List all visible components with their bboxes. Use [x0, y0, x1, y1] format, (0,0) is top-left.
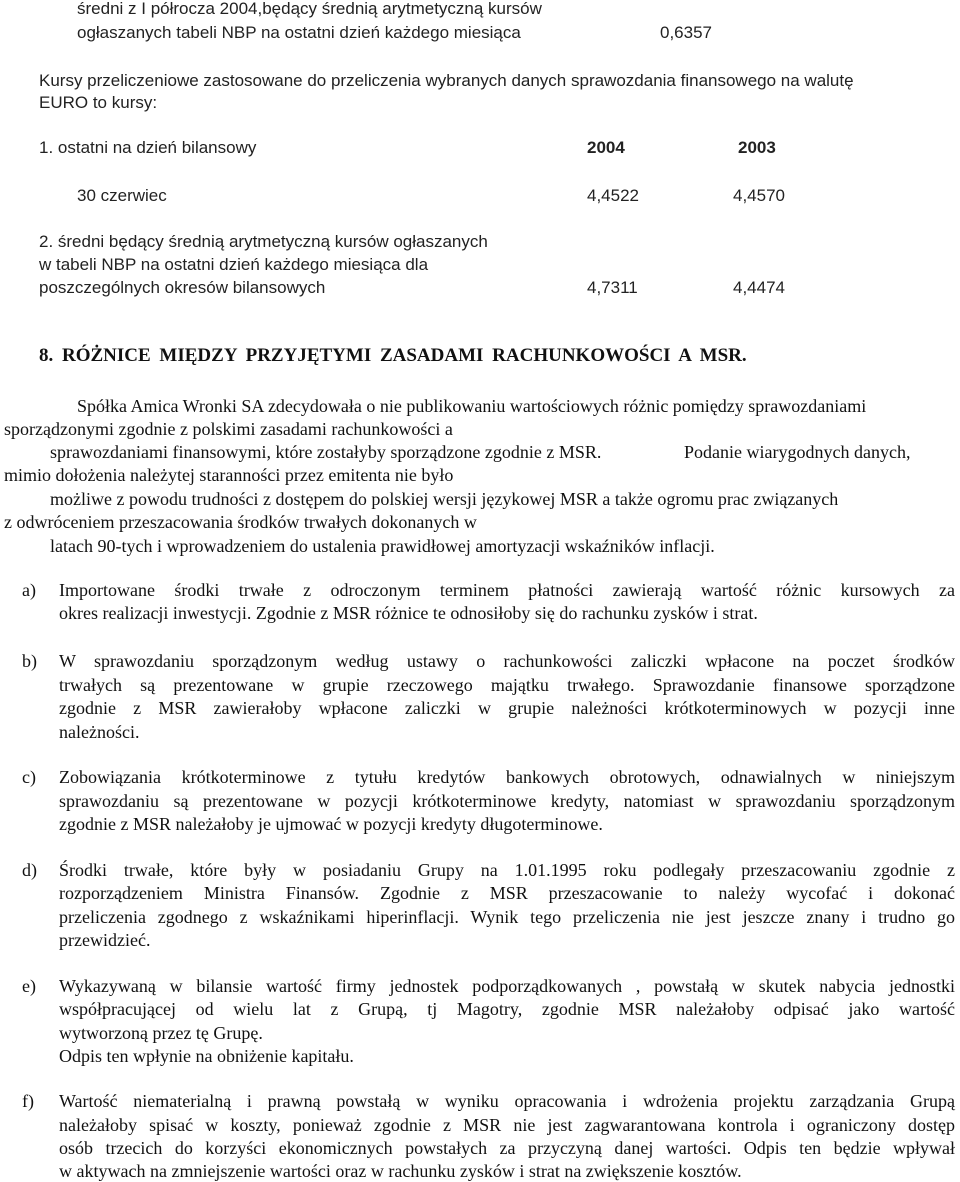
- rates-row3-line-2: w tabeli NBP na ostatni dzień każdego miesiąca dla: [39, 255, 429, 274]
- item-e-line-1: Wykazywaną w bilansie wartość firmy jednostek podporządkowanych , powstałą w skutek nabycia jednostki: [59, 976, 955, 996]
- item-e-line-3: wytworzoną przez tę Grupę.: [59, 1023, 263, 1043]
- rates-intro-line-2: EURO to kursy:: [39, 93, 158, 112]
- intro-line-2: sporządzonymi zgodnie z polskimi zasadami rachunkowości a: [4, 419, 453, 439]
- item-b-line-3: zgodnie z MSR zawierałoby wpłacone zaliczki w grupie należności krótkoterminowych w pozycji inne: [59, 698, 955, 718]
- top-line-2: ogłaszanych tabeli NBP na ostatni dzień każdego miesiąca: [77, 23, 521, 42]
- intro-line-4: mimio dołożenia należytej staranności przez emitenta nie było: [4, 465, 454, 485]
- item-f-marker: f): [22, 1091, 34, 1111]
- item-f-line-2: należałoby spisać w koszty, ponieważ zgodnie z MSR nie jest zagwarantowana kontrola i ograniczony dostęp: [59, 1115, 955, 1135]
- item-f-line-1: Wartość niematerialną i prawną powstałą w wyniku opracowania i wdrożenia projektu zarządzania Grupą: [59, 1091, 955, 1111]
- rates-row1-label: 1. ostatni na dzień bilansowy: [39, 138, 257, 157]
- item-d-line-2: rozporządzeniem Ministra Finansów. Zgodnie z MSR przeszacowanie to należy wycofać i dokonać: [59, 883, 955, 903]
- rates-row2-2004: 4,4522: [587, 186, 639, 205]
- item-a-line-2: okres realizacji inwestycji. Zgodnie z MSR różnice te odnosiłoby się do rachunku zysków i strat.: [59, 603, 758, 623]
- top-line-2-value: 0,6357: [660, 23, 712, 42]
- item-f-line-3: osób trzecich do korzyści ekonomicznych powstałych za przyczyną danej wartości. Odpis ten będzie wpływał: [59, 1138, 955, 1158]
- intro-line-6: z odwróceniem przeszacowania środków trwałych dokonanych w: [4, 512, 477, 532]
- item-a-marker: a): [22, 580, 36, 600]
- rates-row3-2004: 4,7311: [587, 278, 638, 297]
- intro-line-1: Spółka Amica Wronki SA zdecydowała o nie publikowaniu wartościowych różnic pomiędzy sprawozdaniami: [77, 396, 867, 416]
- intro-line-7: latach 90-tych i wprowadzeniem do ustalenia prawidłowej amortyzacji wskaźników inflacji.: [50, 536, 715, 556]
- item-e-line-2: współpracującej od wielu lat z Grupą, tj Magotry, zgodnie MSR należałoby odpisać jako wartość: [59, 999, 955, 1019]
- item-a-line-1: Importowane środki trwałe z odroczonym terminem płatności zawierają wartość różnic kursowych za: [59, 580, 955, 600]
- item-b-line-2: trwałych są prezentowane w grupie rzeczowego majątku trwałego. Sprawozdanie finansowe sporządzone: [59, 675, 955, 695]
- intro-line-3a: sprawozdaniami finansowymi, które zostałyby sporządzone zgodnie z MSR.: [50, 442, 602, 462]
- rates-year-2004: 2004: [587, 138, 625, 157]
- rates-row3-line-3: poszczególnych okresów bilansowych: [39, 278, 326, 297]
- item-c-line-1: Zobowiązania krótkoterminowe z tytułu kredytów bankowych obrotowych, odnawialnych w niniejszym: [59, 767, 955, 787]
- item-e-marker: e): [22, 976, 36, 996]
- rates-row3-2003: 4,4474: [733, 278, 785, 297]
- rates-row2-2003: 4,4570: [733, 186, 785, 205]
- top-line-1: średni z I półrocza 2004,będący średnią arytmetyczną kursów: [77, 0, 542, 18]
- rates-intro-line-1: Kursy przeliczeniowe zastosowane do przeliczenia wybranych danych sprawozdania finansowego na walutę: [39, 71, 854, 90]
- item-f-line-4: w aktywach na zmniejszenie wartości oraz w rachunku zysków i strat na zwiększenie kosztów.: [59, 1161, 742, 1181]
- item-d-marker: d): [22, 860, 37, 880]
- section-heading: 8. RÓŻNICE MIĘDZY PRZYJĘTYMI ZASADAMI RACHUNKOWOŚCI A MSR.: [39, 345, 747, 366]
- item-d-line-4: przewidzieć.: [59, 930, 151, 950]
- item-d-line-3: przeliczenia zgodnego z wskaźnikami hiperinflacji. Wynik tego przeliczenia nie jest jeszcze znany i trudno go: [59, 907, 955, 927]
- item-c-line-2: sprawozdaniu są prezentowane w pozycji krótkoterminowe kredyty, natomiast w sprawozdaniu sporządzonym: [59, 791, 955, 811]
- rates-row2-label: 30 czerwiec: [77, 186, 167, 205]
- item-b-line-1: W sprawozdaniu sporządzonym według ustawy o rachunkowości zaliczki wpłacone na poczet środków: [59, 651, 955, 671]
- intro-line-5: możliwe z powodu trudności z dostępem do polskiej wersji językowej MSR a także ogromu prac związanych: [50, 489, 839, 509]
- rates-year-2003: 2003: [738, 138, 776, 157]
- item-b-marker: b): [22, 651, 37, 671]
- intro-line-3b: Podanie wiarygodnych danych,: [684, 442, 911, 462]
- item-c-line-3: zgodnie z MSR należałoby je ujmować w pozycji kredyty długoterminowe.: [59, 814, 603, 834]
- item-d-line-1: Środki trwałe, które były w posiadaniu Grupy na 1.01.1995 roku podlegały przeszacowaniu zgodnie z: [59, 860, 955, 880]
- item-c-marker: c): [22, 767, 36, 787]
- item-b-line-4: należności.: [59, 722, 140, 742]
- rates-row3-line-1: 2. średni będący średnią arytmetyczną kursów ogłaszanych: [39, 232, 488, 251]
- item-e-line-4: Odpis ten wpłynie na obniżenie kapitału.: [59, 1046, 354, 1066]
